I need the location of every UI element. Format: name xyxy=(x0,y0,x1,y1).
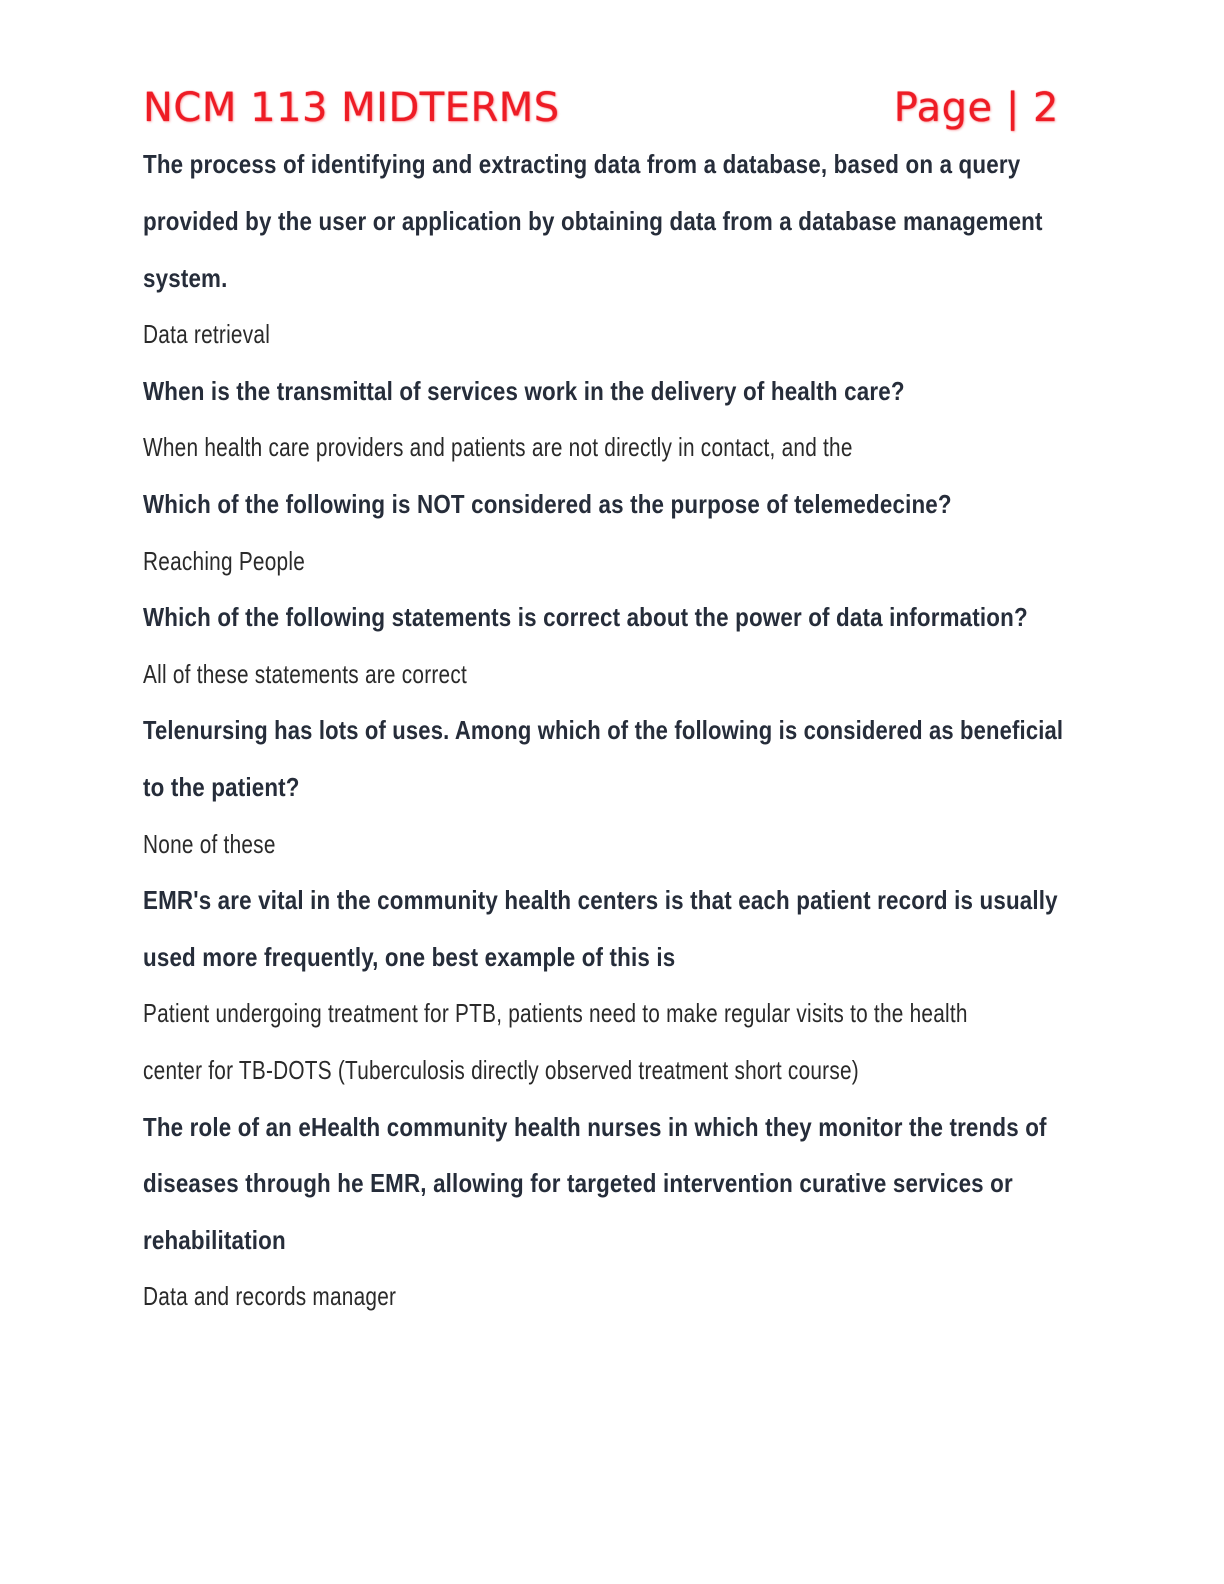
answer-4: All of these statements are correct xyxy=(143,659,468,689)
answer-2: When health care providers and patients are not directly in contact, and the xyxy=(143,432,853,462)
answer-3: Reaching People xyxy=(143,546,306,576)
question-7-line-1: The role of an eHealth community health nurses in which they monitor the trends of xyxy=(143,1112,1047,1142)
answer-6-line-1: Patient undergoing treatment for PTB, patients need to make regular visits to the health xyxy=(143,998,968,1028)
document-title: NCM 113 MIDTERMS xyxy=(143,85,560,131)
question-1-line-1: The process of identifying and extracting data from a database, based on a query xyxy=(143,149,1021,179)
answer-7: Data and records manager xyxy=(143,1281,397,1311)
question-5-line-2: to the patient? xyxy=(143,772,300,802)
question-2: When is the transmittal of services work in the delivery of health care? xyxy=(143,376,905,406)
question-7-line-3: rehabilitation xyxy=(143,1225,286,1255)
answer-6-line-2: center for TB-DOTS (Tuberculosis directly observed treatment short course) xyxy=(143,1055,859,1085)
question-7-line-2: diseases through he EMR, allowing for targeted intervention curative services or xyxy=(143,1168,1013,1198)
page-number: Page | 2 xyxy=(893,85,1059,131)
answer-5: None of these xyxy=(143,829,276,859)
question-3: Which of the following is NOT considered as the purpose of telemedecine? xyxy=(143,489,952,519)
question-6-line-2: used more frequently, one best example of this is xyxy=(143,942,676,972)
question-1-line-3: system. xyxy=(143,263,228,293)
question-6-line-1: EMR's are vital in the community health centers is that each patient record is usually xyxy=(143,885,1058,915)
question-4: Which of the following statements is correct about the power of data information? xyxy=(143,602,1028,632)
question-5-line-1: Telenursing has lots of uses. Among which of the following is considered as beneficial xyxy=(143,715,1064,745)
page-header xyxy=(143,80,1059,136)
answer-1: Data retrieval xyxy=(143,319,271,349)
question-1-line-2: provided by the user or application by obtaining data from a database management xyxy=(143,206,1043,236)
